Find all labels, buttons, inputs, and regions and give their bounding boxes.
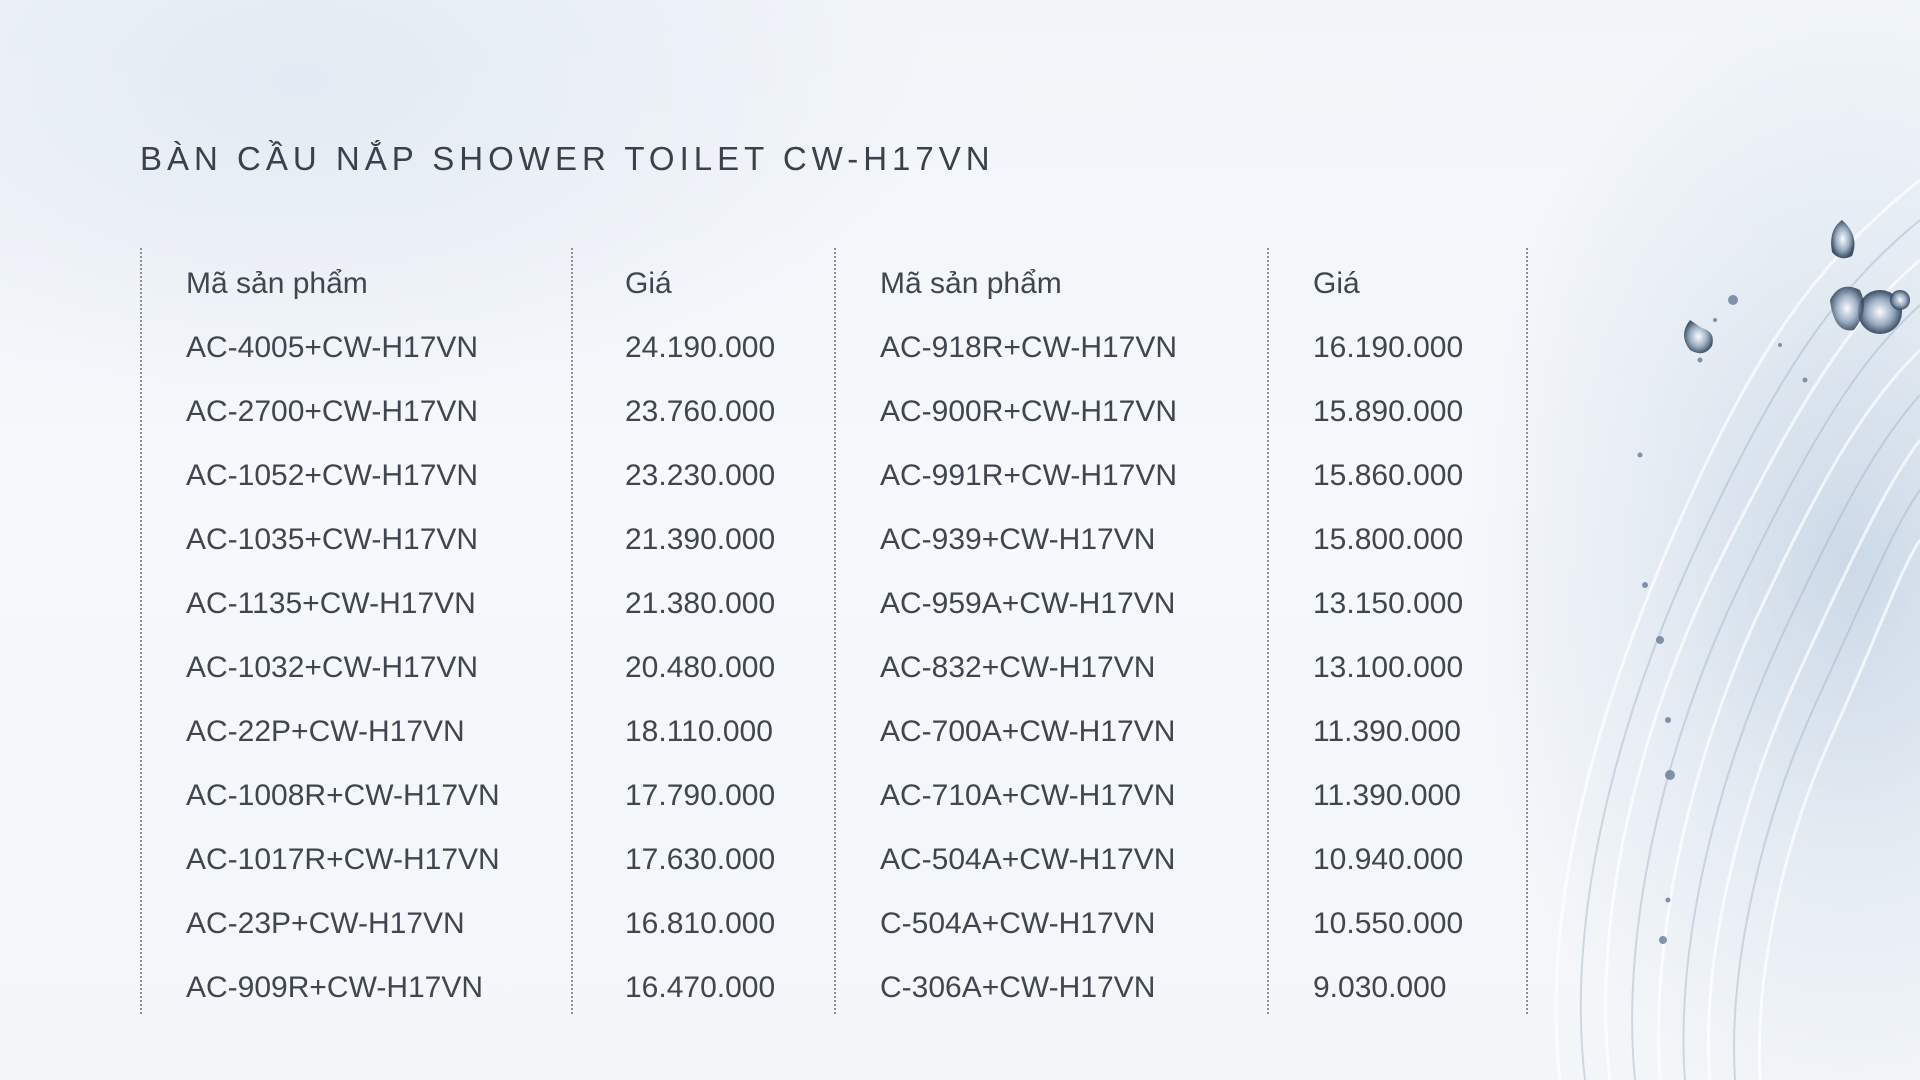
product-price: 10.940.000 <box>1313 843 1464 876</box>
product-code: C-504A+CW-H17VN <box>880 907 1156 940</box>
page-title: BÀN CẦU NẮP SHOWER TOILET CW-H17VN <box>140 140 995 177</box>
product-code: AC-1052+CW-H17VN <box>186 459 479 492</box>
product-code: AC-918R+CW-H17VN <box>880 331 1178 364</box>
product-code: AC-1135+CW-H17VN <box>186 587 476 620</box>
column-divider <box>1267 248 1269 1014</box>
product-price: 9.030.000 <box>1313 971 1447 1004</box>
product-price: 23.760.000 <box>625 395 776 428</box>
column-divider <box>571 248 573 1014</box>
product-code: AC-700A+CW-H17VN <box>880 715 1176 748</box>
column-divider <box>1526 248 1528 1014</box>
product-code: AC-22P+CW-H17VN <box>186 715 465 748</box>
product-price: 21.390.000 <box>625 523 776 556</box>
left-price-header: Giá <box>625 267 672 300</box>
right-price-header: Giá <box>1313 267 1360 300</box>
product-code: AC-991R+CW-H17VN <box>880 459 1178 492</box>
product-code: AC-2700+CW-H17VN <box>186 395 479 428</box>
product-code: C-306A+CW-H17VN <box>880 971 1156 1004</box>
product-code: AC-832+CW-H17VN <box>880 651 1156 684</box>
product-price: 11.390.000 <box>1313 779 1461 812</box>
product-code: AC-710A+CW-H17VN <box>880 779 1176 812</box>
product-code: AC-504A+CW-H17VN <box>880 843 1176 876</box>
left-code-header: Mã sản phẩm <box>186 267 368 300</box>
right-price-column <box>1313 252 1463 1020</box>
product-price: 21.380.000 <box>625 587 776 620</box>
right-code-header: Mã sản phẩm <box>880 267 1062 300</box>
product-price: 17.630.000 <box>625 843 776 876</box>
right-code-column <box>880 252 1177 1020</box>
product-price: 15.890.000 <box>1313 395 1464 428</box>
product-price: 15.860.000 <box>1313 459 1464 492</box>
product-price: 16.190.000 <box>1313 331 1464 364</box>
product-price: 10.550.000 <box>1313 907 1464 940</box>
product-price: 17.790.000 <box>625 779 776 812</box>
product-code: AC-4005+CW-H17VN <box>186 331 479 364</box>
product-code: AC-959A+CW-H17VN <box>880 587 1176 620</box>
column-divider <box>834 248 836 1014</box>
left-code-column <box>186 252 500 1020</box>
product-code: AC-1035+CW-H17VN <box>186 523 479 556</box>
product-price: 11.390.000 <box>1313 715 1461 748</box>
product-price: 24.190.000 <box>625 331 776 364</box>
column-divider <box>140 248 142 1014</box>
product-price: 15.800.000 <box>1313 523 1464 556</box>
product-code: AC-900R+CW-H17VN <box>880 395 1178 428</box>
product-price: 13.150.000 <box>1313 587 1464 620</box>
product-code: AC-23P+CW-H17VN <box>186 907 465 940</box>
product-price: 23.230.000 <box>625 459 776 492</box>
product-price: 16.810.000 <box>625 907 776 940</box>
product-code: AC-1032+CW-H17VN <box>186 651 479 684</box>
product-code: AC-939+CW-H17VN <box>880 523 1156 556</box>
product-price: 16.470.000 <box>625 971 776 1004</box>
product-price: 20.480.000 <box>625 651 776 684</box>
product-price: 18.110.000 <box>625 715 773 748</box>
product-price: 13.100.000 <box>1313 651 1464 684</box>
left-price-column <box>625 252 775 1020</box>
product-code: AC-1017R+CW-H17VN <box>186 843 500 876</box>
product-code: AC-1008R+CW-H17VN <box>186 779 500 812</box>
product-code: AC-909R+CW-H17VN <box>186 971 484 1004</box>
